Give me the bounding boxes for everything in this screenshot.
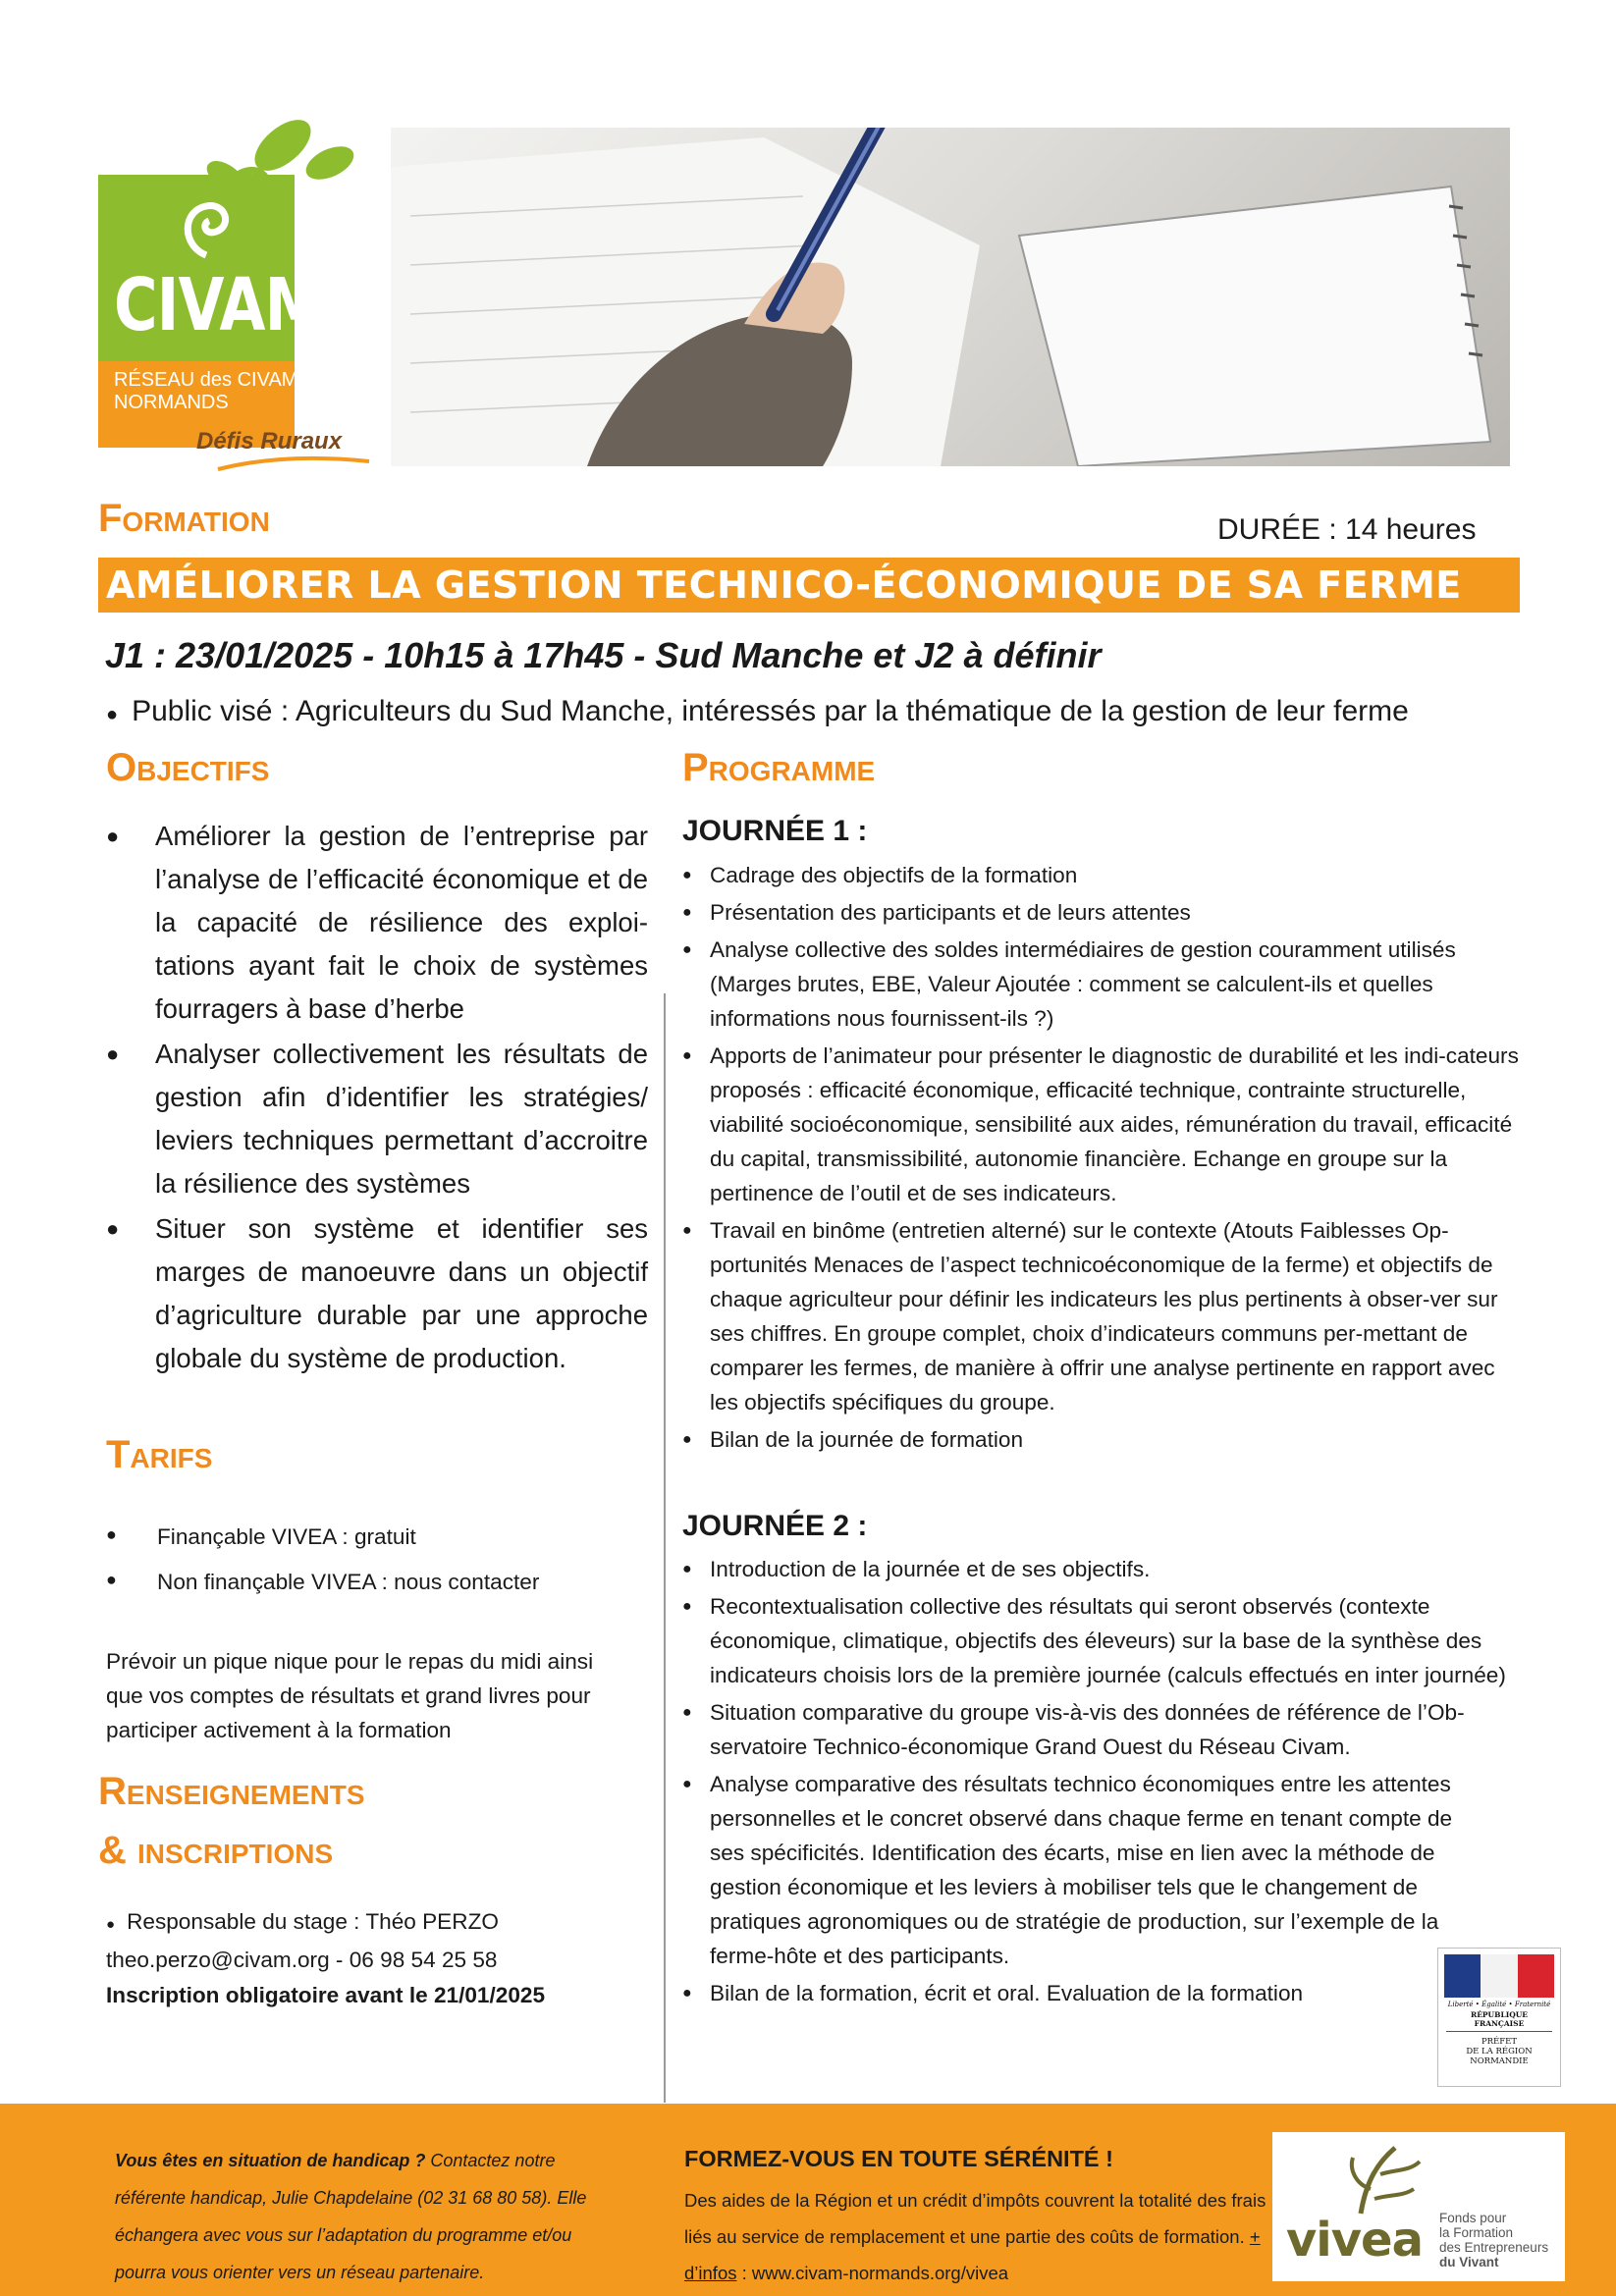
objectif-text: Analyser collectivement les résultats de gestion afin d’identifier les stratégies/ leviers techniques permettant d’accroitre la résilience des systèmes (155, 1039, 648, 1199)
tarif-text: Non finançable VIVEA : nous contacter (157, 1570, 540, 1594)
responsable (106, 1904, 545, 1943)
programme-text: Situation comparative du groupe vis-à-vis des données de référence de l’Ob-servatoire Technico-économique Grand Ouest du Réseau Civam. (710, 1700, 1465, 1759)
list-item (682, 1767, 1466, 1973)
target-audience-text: Public visé : Agriculteurs du Sud Manche, intéressés par la thématique de la gestion de leur ferme (132, 695, 1409, 727)
prefet-line3: NORMANDIE (1470, 2056, 1529, 2066)
tarif-text: Finançable VIVEA : gratuit (157, 1524, 416, 1549)
training-dates: J1 : 23/01/2025 - 10h15 à 17h45 - Sud Manche et J2 à définir (105, 635, 1102, 675)
duration: DURÉE : 14 heures (1217, 513, 1477, 546)
day1-heading: JOURNÉE 1 : (682, 815, 868, 847)
day2-heading: JOURNÉE 2 : (682, 1510, 868, 1542)
logo-network (114, 369, 297, 414)
bullet-icon: ● (106, 1216, 120, 1241)
programme-text: Bilan de la journée de formation (710, 1427, 1024, 1452)
prefet-line1: PRÉFET (1481, 2037, 1518, 2047)
bullet-icon: ● (682, 867, 692, 883)
programme-text: Bilan de la formation, écrit et oral. Evaluation de la formation (710, 1981, 1304, 2005)
renseignements-heading-line2: & inscriptions (98, 1829, 334, 1872)
vivea-sub-line: du Vivant (1439, 2255, 1499, 2269)
list-item (682, 1976, 1527, 2010)
header-photo (391, 128, 1510, 466)
objectifs-heading: Objectifs (106, 746, 270, 789)
programme-text: Cadrage des objectifs de la formation (710, 863, 1078, 887)
list-item (106, 1033, 648, 1205)
programme-text: Travail en binôme (entretien alterné) sur le contexte (Atouts Faiblesses Op-portunités Menaces de l’aspect technicoéconomique de la ferme) et objectifs de chaque agriculteur pour définir les indicateurs les plus pertinents à obser-ver sur ses chiffres. En groupe complet, choix d’indicateurs communs per-mettant de comparer les fermes, de manière à offrir une analyse pertinente en rapport avec les objectifs spécifiques du groupe. (710, 1218, 1498, 1415)
bullet-icon: ● (682, 1985, 692, 2002)
tagline-swoosh-icon (216, 454, 373, 473)
writing-hand-illustration (391, 128, 1510, 466)
bullet-icon: ● (682, 1598, 692, 1615)
target-audience (106, 695, 1409, 728)
tarifs-note: Prévoir un pique nique pour le repas du midi ainsi que vos comptes de résultats et grand livres pour participer activement à la formation (106, 1649, 594, 1742)
tricolor-flag-icon (1444, 1954, 1554, 1998)
contact-info[interactable]: theo.perzo@civam.org - 06 98 54 25 58 (106, 1948, 498, 1972)
vivea-logo (1272, 2132, 1565, 2281)
bullet-icon: ● (682, 1776, 692, 1792)
programme-text: Présentation des participants et de leurs attentes (710, 900, 1191, 925)
list-item (682, 1039, 1527, 1210)
list-item (106, 1207, 648, 1380)
vivea-subtitle (1439, 2211, 1548, 2269)
list-item (682, 1552, 1527, 1586)
handicap-notice (115, 2142, 625, 2291)
objectifs-list (106, 815, 648, 1380)
list-item (106, 1570, 539, 1595)
formez-text (684, 2182, 1273, 2291)
bullet-icon: ● (106, 1524, 117, 1544)
formez-url: : www.civam-normands.org/vivea (736, 2263, 1009, 2283)
registration-deadline: Inscription obligatoire avant le 21/01/2025 (106, 1983, 546, 2007)
more-info-link[interactable]: + d’infos (684, 2226, 1261, 2283)
bullet-icon: ● (106, 1570, 117, 1589)
prefet-normandie-logo (1437, 1948, 1561, 2087)
vivea-sub-line: des Entrepreneurs (1439, 2240, 1549, 2255)
vivea-sub-line: Fonds pour (1439, 2211, 1507, 2225)
logo-brand: CIVAM (114, 263, 324, 347)
vivea-leaf-icon (1341, 2140, 1429, 2218)
handicap-heading: Vous êtes en situation de handicap ? (115, 2151, 426, 2170)
programme-text: Apports de l’animateur pour présenter le diagnostic de durabilité et les indi-cateurs proposés : efficacité économique, efficacité technique, contrainte structurelle, viabilité socioéconomique, sensibilité aux aides, rémunération du travail, efficacité du capital, transmissibilité, autonomie financière. Echange en groupe sur la pertinence de l’outil et de ses indicateurs. (710, 1043, 1519, 1205)
vivea-wordmark: vivea (1286, 2213, 1423, 2268)
list-item (682, 933, 1527, 1036)
responsable-text: Responsable du stage : Théo PERZO (127, 1909, 499, 1934)
bullet-icon: ● (106, 1916, 116, 1933)
programme-text: Analyse comparative des résultats technico économiques entre les attentes personnelles et le concret observé dans chaque ferme en tenant compte de ses spécificités. Identification des écarts, mise en lien avec la méthode de gestion économique et les leviers à mobiliser tels que le changement de pratiques agronomiques ou de stratégie de production, sur l’exemple de la ferme-hôte et des participants. (710, 1772, 1453, 1968)
vivea-sub-line: la Formation (1439, 2225, 1514, 2240)
programme-text: Introduction de la journée et de ses objectifs. (710, 1557, 1151, 1581)
list-item (682, 1422, 1527, 1457)
bullet-icon: ● (682, 1431, 692, 1448)
programme-heading: Programme (682, 746, 876, 789)
objectif-text: Améliorer la gestion de l’entreprise par l’analyse de l’efficacité économique et de la capacité de résilience des exploi-tations ayant fait le choix de systèmes fourragers à base d’herbe (155, 821, 648, 1024)
list-item (682, 895, 1527, 930)
renseignements-heading (98, 1762, 365, 1880)
bullet-icon: ● (106, 1041, 120, 1066)
spiral-icon (172, 187, 241, 265)
bullet-icon: ● (682, 1047, 692, 1064)
prefet-motto: Liberté • Égalité • Fraternité (1447, 2001, 1551, 2008)
logo-tagline: Défis Ruraux (196, 428, 343, 454)
prefet-republic: RÉPUBLIQUE FRANÇAISE (1446, 2010, 1552, 2032)
programme-text: Recontextualisation collective des résultats qui seront observés (contexte économique, climatique, objectifs des éleveurs) sur la base de la synthèse des indicateurs choisis lors de la première journée (calculs effectués en inter journée) (710, 1594, 1506, 1687)
prefet-line2: DE LA RÉGION (1466, 2047, 1533, 2056)
handicap-text: Contactez notre référente handicap, Julie Chapdelaine (02 31 68 80 58). Elle échangera avec vous sur l’adaptation du programme et/ou pourra vous orienter vers un réseau partenaire. (115, 2151, 587, 2282)
column-divider (664, 993, 666, 2103)
bullet-icon: ● (682, 941, 692, 958)
day1-list (682, 858, 1527, 1457)
bullet-icon: ● (106, 704, 119, 725)
programme-text: Analyse collective des soldes intermédiaires de gestion couramment utilisés (Marges brutes, EBE, Valeur Ajoutée : comment se calculent-ils et quelles informations nous fournissent-ils ?) (710, 937, 1456, 1031)
formez-body: Des aides de la Région et un crédit d’impôts couvrent la totalité des frais liés au service de remplacement et une partie des coûts de formation. (684, 2190, 1266, 2247)
list-item (106, 1524, 416, 1550)
logo-network-line2: NORMANDS (114, 392, 229, 413)
logo-network-line1: RÉSEAU des CIVAM (114, 369, 298, 391)
list-item (682, 1695, 1527, 1764)
bullet-icon: ● (682, 1561, 692, 1577)
civam-logo (98, 98, 393, 481)
formez-heading: FORMEZ-VOUS EN TOUTE SÉRÉNITÉ ! (684, 2146, 1113, 2171)
bullet-icon: ● (106, 824, 120, 848)
list-item (682, 1213, 1527, 1419)
formation-label: Formation (98, 497, 270, 540)
renseignements-heading-line1: Renseignements (98, 1770, 365, 1813)
list-item (106, 815, 648, 1031)
bullet-icon: ● (682, 1222, 692, 1239)
list-item (682, 1589, 1527, 1692)
contact-block (106, 1904, 545, 2013)
list-item (682, 858, 1527, 892)
day2-list (682, 1552, 1527, 2010)
bullet-icon: ● (682, 904, 692, 921)
bullet-icon: ● (682, 1704, 692, 1721)
training-title-banner: AMÉLIORER LA GESTION TECHNICO-ÉCONOMIQUE DE SA FERME (98, 558, 1520, 613)
tarifs-heading: Tarifs (106, 1433, 213, 1476)
objectif-text: Situer son système et identifier ses marges de manoeuvre dans un objectif d’agriculture durable par une approche globale du système de production. (155, 1213, 648, 1373)
